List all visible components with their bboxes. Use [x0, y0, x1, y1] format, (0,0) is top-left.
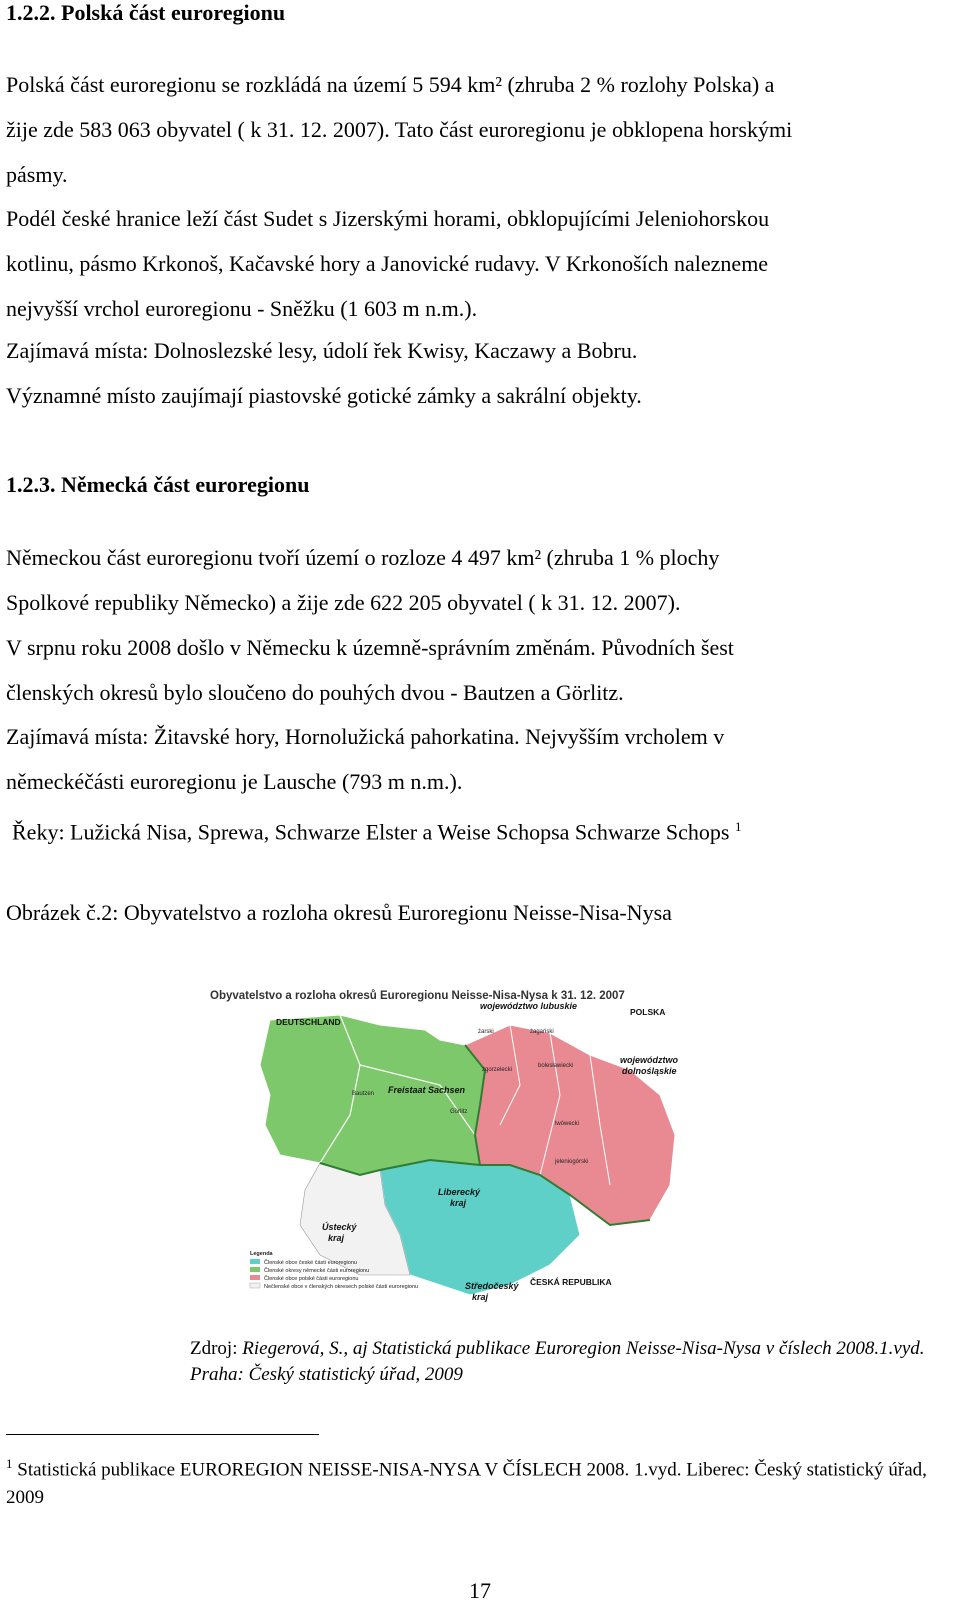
map-title: Obyvatelstvo a rozloha okresů Euroregionu Neisse-Nisa-Nysa k 31. 12. 2007	[210, 990, 625, 1002]
legend-swatch	[250, 1275, 260, 1280]
german-paragraph-1: Německou část euroregionu tvoří území o rozloze 4 497 km² (zhruba 1 % plochy Spolkové republiky Německo) a žije zde 622 205 obyvatel ( k 31. 12. 2007).	[6, 545, 720, 615]
svg-text:Nečlenské obce v členských okr: Nečlenské obce v členských okresech polské části euroregionu	[264, 1284, 419, 1290]
polish-paragraph-1: Polská část euroregionu se rozkládá na území 5 594 km² (zhruba 2 % rozlohy Polska) a žije zde 583 063 obyvatel ( k 31. 12. 2007). Tato část euroregionu je obklopena horskými pásmy.	[6, 72, 793, 187]
legend-swatch	[250, 1283, 260, 1288]
svg-text:kraj: kraj	[472, 1292, 489, 1302]
german-paragraph-2: V srpnu roku 2008 došlo v Německu k územně-správním změnám. Původních šest členských okresů bylo sloučeno do pouhých dvou - Bautzen a Görlitz.	[6, 635, 734, 705]
polish-notable-places: Významné místo zaujímají piastovské gotické zámky a sakrální objekty.	[6, 383, 642, 408]
svg-text:kraj: kraj	[328, 1233, 345, 1243]
svg-text:Ústecký: Ústecký	[322, 1222, 357, 1232]
legend-swatch	[250, 1267, 260, 1272]
german-paragraph-3: Zajímavá místa: Žitavské hory, Hornolužická pahorkatina. Nejvyšším vrcholem v německéčásti euroregionu je Lausche (793 m n.m.).	[6, 724, 725, 794]
svg-text:bolesławiecki: bolesławiecki	[538, 1063, 574, 1069]
svg-text:zgorzelecki: zgorzelecki	[482, 1067, 513, 1073]
svg-text:lwówecki: lwówecki	[555, 1121, 580, 1127]
svg-text:Členské okresy německé části e: Členské okresy německé části euroregionu	[264, 1268, 370, 1274]
section-heading-polish-part: 1.2.2. Polská část euroregionu	[6, 0, 286, 25]
polish-interesting-places: Zajímavá místa: Dolnoslezské lesy, údolí řek Kwisy, Kaczawy a Bobru.	[6, 338, 638, 363]
german-rivers: Řeky: Lužická Nisa, Sprewa, Schwarze Elster a Weise Schopsa Schwarze Schops $^1$	[12, 819, 742, 845]
svg-text:DEUTSCHLAND: DEUTSCHLAND	[276, 1017, 341, 1027]
svg-text:kraj: kraj	[450, 1198, 467, 1208]
svg-text:Liberecký: Liberecký	[438, 1187, 481, 1197]
svg-text:Freistaat Sachsen: Freistaat Sachsen	[388, 1085, 466, 1095]
svg-text:Členské obce české části euror: Členské obce české části euroregionu	[264, 1260, 357, 1266]
footnote-separator	[6, 1434, 319, 1435]
figure-caption: Obrázek č.2: Obyvatelstvo a rozloha okresů Euroregionu Neisse-Nisa-Nysa	[6, 900, 672, 925]
footnote-marker[interactable]: 1	[735, 819, 742, 834]
legend-swatch	[250, 1259, 260, 1264]
footnote: $^1$ Statistická publikace EUROREGION NEISSE-NISA-NYSA V ČÍSLECH 2008. 1.vyd. Liberec: Český statistický úřad, 2009	[6, 1456, 927, 1509]
svg-text:województwo: województwo	[620, 1055, 678, 1065]
map-graphic	[210, 985, 730, 1320]
svg-text:jeleniogórski: jeleniogórski	[555, 1159, 589, 1165]
svg-text:Středočeský: Středočeský	[465, 1281, 519, 1291]
svg-text:żarski: żarski	[478, 1029, 494, 1035]
svg-text:żagański: żagański	[530, 1029, 554, 1035]
section-heading-german-part: 1.2.3. Německá část euroregionu	[6, 472, 310, 497]
page-number: 17	[469, 1578, 491, 1603]
svg-text:województwo lubuskie: województwo lubuskie	[480, 1001, 578, 1011]
svg-text:Görlitz: Görlitz	[450, 1109, 468, 1115]
svg-text:ČESKÁ REPUBLIKA: ČESKÁ REPUBLIKA	[530, 1277, 612, 1287]
polish-paragraph-2: Podél české hranice leží část Sudet s Jizerskými horami, obklopujícími Jeleniohorskou kotlinu, pásmo Krkonoš, Kačavské hory a Janovické rudavy. V Krkonoších nalezneme nejvyšší vrchol euroregionu - Sněžku (1 603 m n.m.).	[6, 206, 770, 321]
svg-text:Legenda: Legenda	[250, 1251, 273, 1257]
svg-text:Členské obce polské části euro: Členské obce polské části euroregionu	[264, 1276, 359, 1282]
figure-source: Zdroj: Riegerová, S., aj Statistická publikace Euroregion Neisse-Nisa-Nysa v číslech 2008.1.vyd. Praha: Český statistický úřad, 2009	[190, 1338, 925, 1385]
svg-text:dolnośląskie: dolnośląskie	[622, 1066, 677, 1076]
euroregion-map	[210, 985, 730, 1320]
svg-text:Bautzen: Bautzen	[352, 1091, 375, 1097]
svg-text:POLSKA: POLSKA	[630, 1007, 666, 1017]
